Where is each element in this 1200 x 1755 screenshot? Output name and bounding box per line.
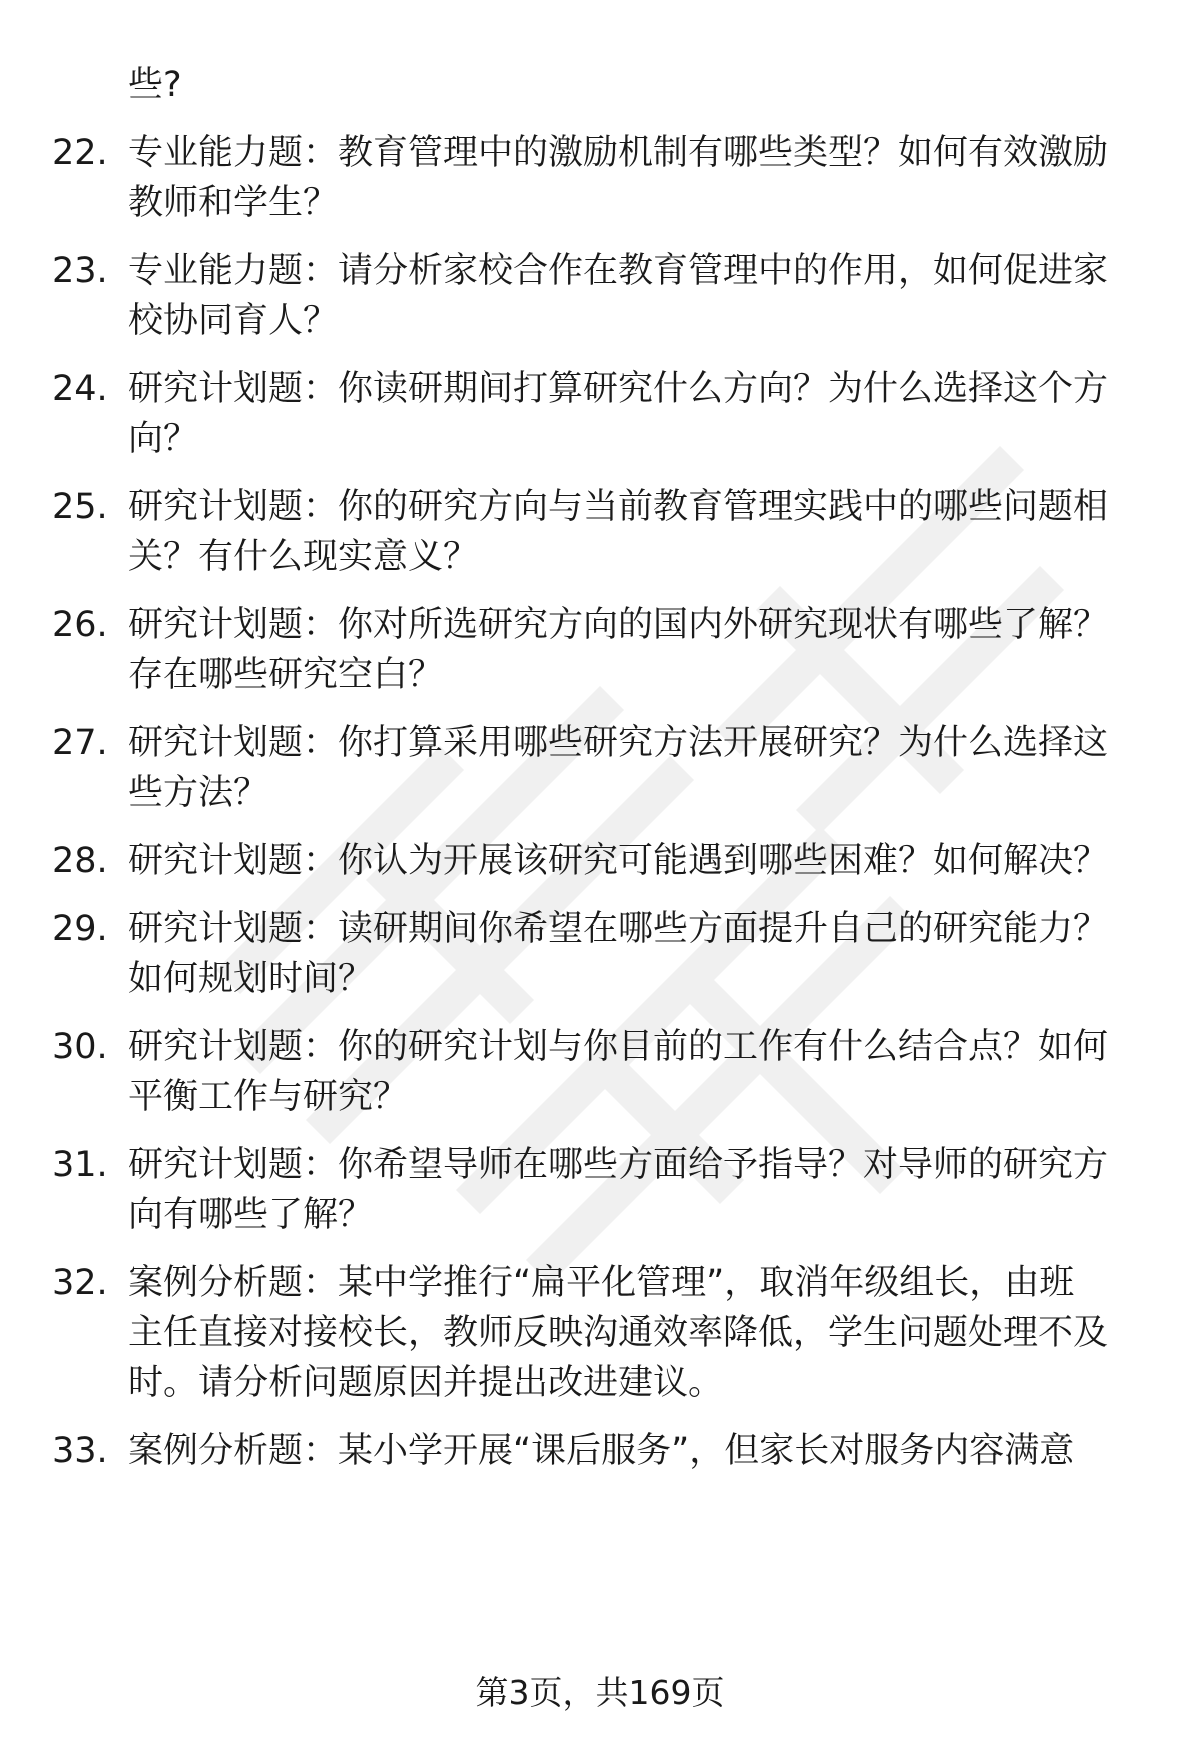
text-line: 向有哪些了解？ [128, 1195, 374, 1235]
item-number: 24. [52, 369, 108, 409]
item-number: 30. [52, 1027, 108, 1067]
item-number: 29. [52, 909, 108, 949]
item-text [128, 600, 1138, 700]
text-line: 关？有什么现实意义？ [128, 537, 479, 577]
item-text [128, 128, 1138, 228]
item-text [128, 482, 1138, 582]
item-number: 32. [52, 1263, 108, 1303]
text-line: 研究计划题：你对所选研究方向的国内外研究现状有哪些了解？ [128, 605, 1109, 645]
text-line: 专业能力题：请分析家校合作在教育管理中的作用，如何促进家 [128, 251, 1109, 291]
text-line: 存在哪些研究空白？ [128, 655, 444, 695]
item-number: 28. [52, 841, 108, 881]
item-number: 25. [52, 487, 108, 527]
item-text [128, 1022, 1138, 1122]
text-line: 教师和学生？ [128, 183, 339, 223]
text-line: 研究计划题：你读研期间打算研究什么方向？为什么选择这个方 [128, 369, 1109, 409]
text-line: 主任直接对接校长，教师反映沟通效率降低，学生问题处理不及 [128, 1313, 1109, 1353]
text-line: 研究计划题：你的研究方向与当前教育管理实践中的哪些问题相 [128, 487, 1109, 527]
text-line: 案例分析题：某小学开展“课后服务”，但家长对服务内容满意 [128, 1431, 1075, 1471]
item-text [128, 718, 1138, 818]
item-number: 26. [52, 605, 108, 645]
text-line: 专业能力题：教育管理中的激励机制有哪些类型？如何有效激励 [128, 133, 1109, 173]
text-line: 研究计划题：你希望导师在哪些方面给予指导？对导师的研究方 [128, 1145, 1109, 1185]
text-line: 向？ [128, 419, 199, 459]
item-text [128, 1140, 1138, 1240]
item-number: 31. [52, 1145, 108, 1185]
item-text [128, 1258, 1138, 1408]
text-line: 平衡工作与研究？ [128, 1077, 409, 1117]
text-line: 研究计划题：你打算采用哪些研究方法开展研究？为什么选择这 [128, 723, 1109, 763]
item-number: 22. [52, 133, 108, 173]
text-line: 时。请分析问题原因并提出改进建议。 [128, 1363, 724, 1403]
item-text [128, 904, 1138, 1004]
item-text [128, 836, 1138, 886]
text-line: 研究计划题：读研期间你希望在哪些方面提升自己的研究能力？ [128, 909, 1109, 949]
item-text [128, 246, 1138, 346]
item-text [128, 364, 1138, 464]
continued-text: 些? [128, 65, 182, 105]
item-number: 33. [52, 1431, 108, 1471]
item-number: 27. [52, 723, 108, 763]
text-line: 如何规划时间？ [128, 959, 374, 999]
item-text [128, 1426, 1138, 1476]
text-line: 研究计划题：你的研究计划与你目前的工作有什么结合点？如何 [128, 1027, 1109, 1067]
text-line: 案例分析题：某中学推行“扁平化管理”，取消年级组长，由班 [128, 1263, 1075, 1303]
item-number: 23. [52, 251, 108, 291]
page-footer: 第3页，共169页 [475, 1673, 725, 1712]
text-line: 校协同育人？ [128, 301, 339, 341]
text-line: 些方法？ [128, 773, 269, 813]
text-line: 研究计划题：你认为开展该研究可能遇到哪些困难？如何解决？ [128, 841, 1109, 881]
